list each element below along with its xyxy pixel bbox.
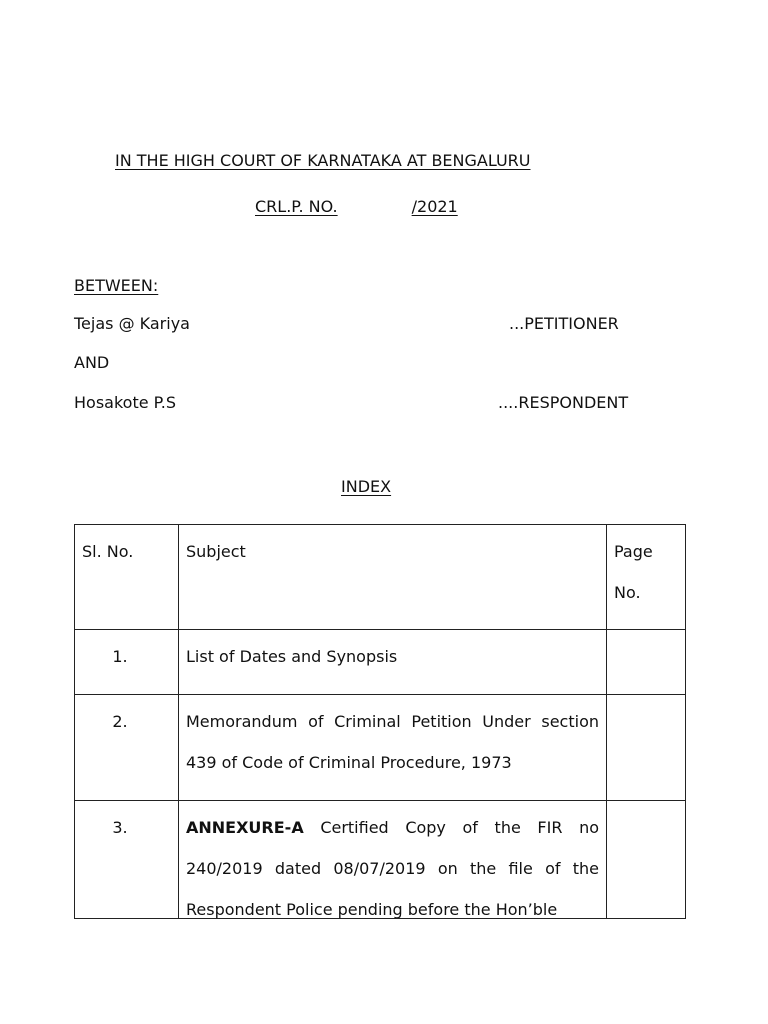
row-page-no [607, 630, 686, 695]
header-page-no: Page No. [607, 525, 686, 630]
case-number [255, 197, 458, 217]
row-sl-no: 3. [75, 801, 179, 919]
between-label: BETWEEN: [74, 276, 159, 295]
and-label: AND [74, 353, 110, 372]
row-subject: List of Dates and Synopsis [179, 630, 607, 695]
table-row [75, 801, 686, 919]
respondent-name: Hosakote P.S [74, 393, 177, 412]
row-page-no [607, 801, 686, 919]
court-title: IN THE HIGH COURT OF KARNATAKA AT BENGALURU [115, 151, 531, 170]
row-subject: Memorandum of Criminal Petition Under section 439 of Code of Criminal Procedure, 1973 [179, 695, 607, 801]
table-header-row [75, 525, 686, 630]
respondent-role: ....RESPONDENT [498, 393, 629, 412]
index-table [74, 524, 686, 919]
table-row [75, 695, 686, 801]
petitioner-role: ...PETITIONER [509, 314, 619, 333]
row-sl-no: 1. [75, 630, 179, 695]
petitioner-name: Tejas @ Kariya [74, 314, 190, 333]
row-page-no [607, 695, 686, 801]
case-number-label: CRL.P. NO. [255, 197, 338, 216]
row-sl-no: 2. [75, 695, 179, 801]
case-year: /2021 [411, 197, 458, 216]
table-row [75, 630, 686, 695]
annexure-label: ANNEXURE-A [186, 818, 304, 837]
annexure-description: Certified Copy of the FIR no 240/2019 dated 08/07/2019 on the file of the Respondent Police pending before the Hon’ble [186, 818, 599, 918]
row-subject-cell [179, 801, 607, 919]
header-subject: Subject [179, 525, 607, 630]
header-sl-no: Sl. No. [75, 525, 179, 630]
index-title: INDEX [341, 477, 392, 496]
row-subject [186, 801, 599, 918]
